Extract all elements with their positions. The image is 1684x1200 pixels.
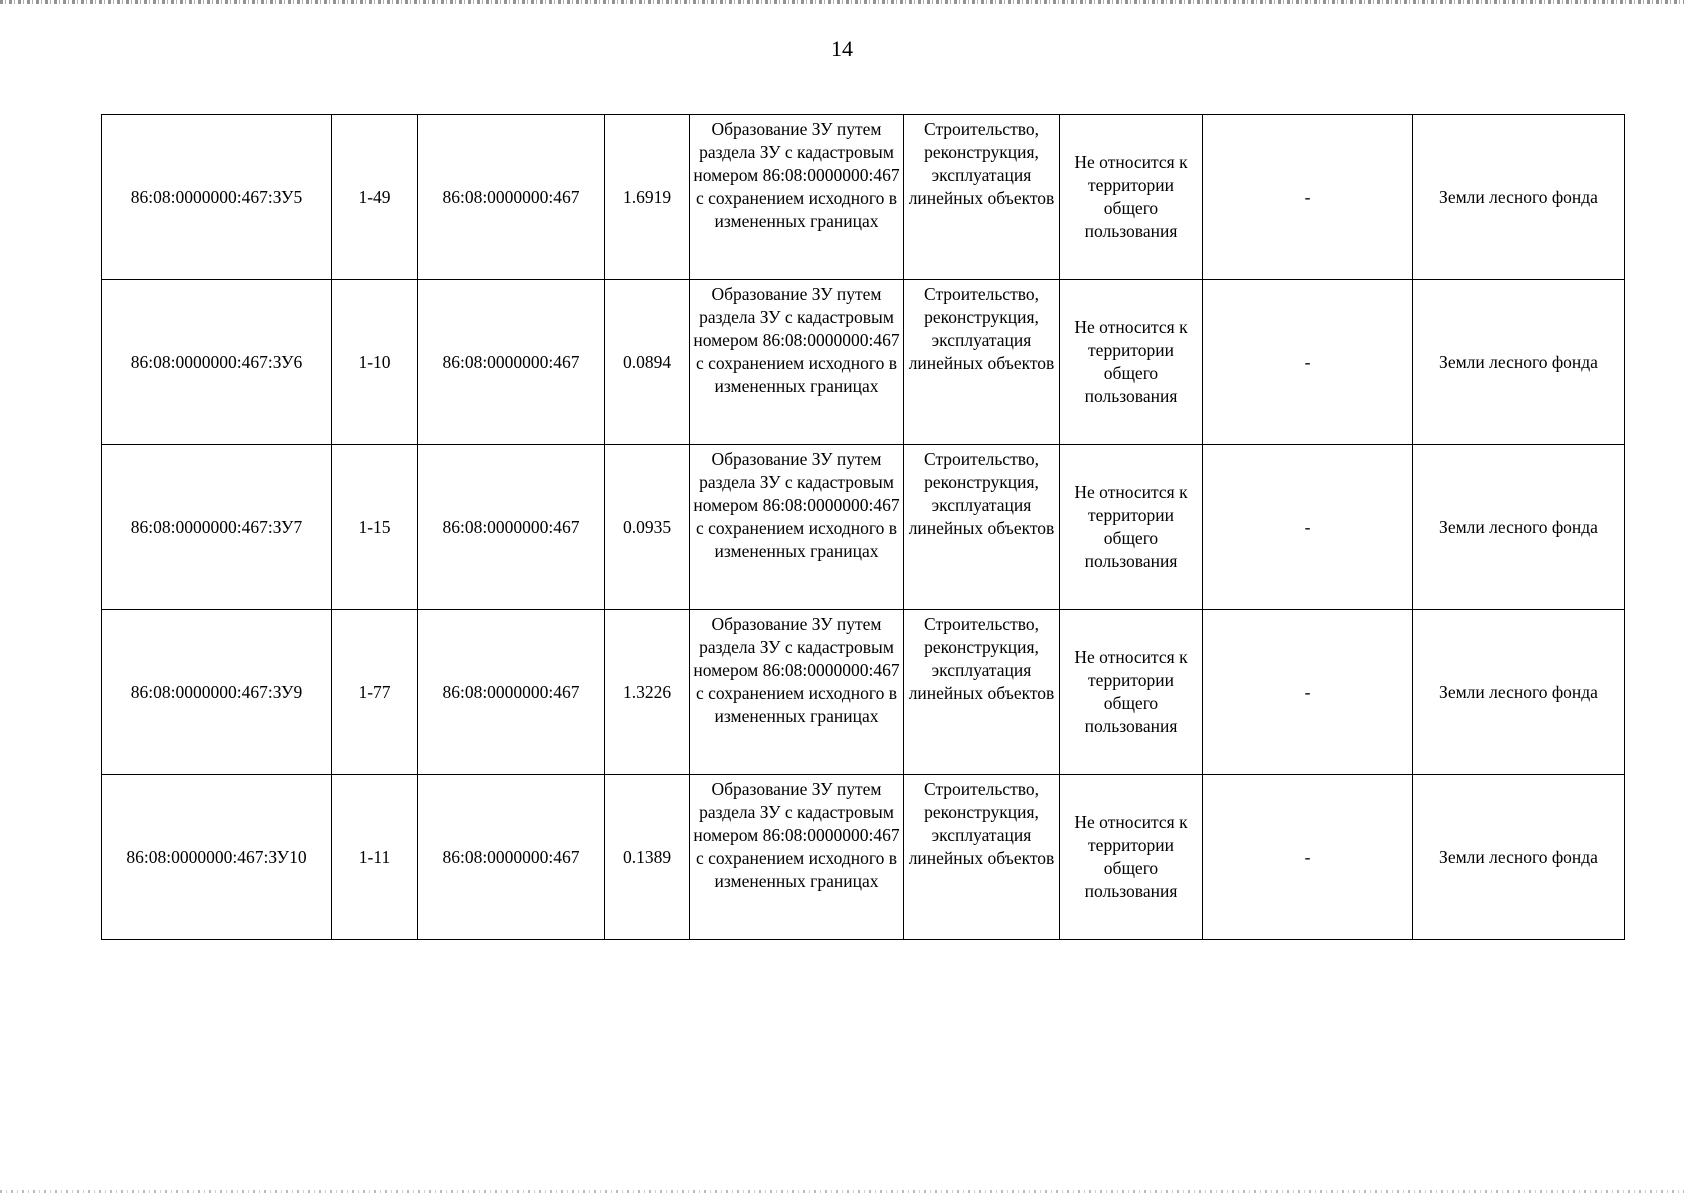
land-category-cell: Земли лесного фонда — [1413, 445, 1625, 610]
formation-method-cell: Образование ЗУ путем раздела ЗУ с кадастровым номером 86:08:0000000:467 с сохранением исходного в измененных границах — [690, 610, 904, 775]
plot-designation-cell: 86:08:0000000:467:ЗУ5 — [102, 115, 332, 280]
access-cell: - — [1203, 115, 1413, 280]
source-number-cell: 86:08:0000000:467 — [418, 115, 605, 280]
formation-method-cell: Образование ЗУ путем раздела ЗУ с кадастровым номером 86:08:0000000:467 с сохранением исходного в измененных границах — [690, 445, 904, 610]
contour-cell: 1-10 — [332, 280, 418, 445]
access-cell: - — [1203, 775, 1413, 940]
scan-edge-top — [0, 0, 1684, 4]
contour-cell: 1-77 — [332, 610, 418, 775]
plot-designation-cell: 86:08:0000000:467:ЗУ7 — [102, 445, 332, 610]
permitted-use-cell: Строительство, реконструкция, эксплуатация линейных объектов — [904, 445, 1060, 610]
public-territory-cell: Не относится к территории общего пользования — [1060, 280, 1203, 445]
land-category-cell: Земли лесного фонда — [1413, 775, 1625, 940]
formation-method-cell: Образование ЗУ путем раздела ЗУ с кадастровым номером 86:08:0000000:467 с сохранением исходного в измененных границах — [690, 115, 904, 280]
table-row — [102, 115, 1625, 280]
source-number-cell: 86:08:0000000:467 — [418, 280, 605, 445]
area-cell: 0.0894 — [605, 280, 690, 445]
formation-method-cell: Образование ЗУ путем раздела ЗУ с кадастровым номером 86:08:0000000:467 с сохранением исходного в измененных границах — [690, 775, 904, 940]
public-territory-cell: Не относится к территории общего пользования — [1060, 445, 1203, 610]
area-cell: 0.0935 — [605, 445, 690, 610]
contour-cell: 1-11 — [332, 775, 418, 940]
public-territory-cell: Не относится к территории общего пользования — [1060, 115, 1203, 280]
land-category-cell: Земли лесного фонда — [1413, 280, 1625, 445]
permitted-use-cell: Строительство, реконструкция, эксплуатация линейных объектов — [904, 115, 1060, 280]
access-cell: - — [1203, 610, 1413, 775]
contour-cell: 1-15 — [332, 445, 418, 610]
public-territory-cell: Не относится к территории общего пользования — [1060, 610, 1203, 775]
permitted-use-cell: Строительство, реконструкция, эксплуатация линейных объектов — [904, 610, 1060, 775]
plot-designation-cell: 86:08:0000000:467:ЗУ10 — [102, 775, 332, 940]
table-row — [102, 610, 1625, 775]
public-territory-cell: Не относится к территории общего пользования — [1060, 775, 1203, 940]
scan-edge-bottom — [0, 1190, 1684, 1193]
permitted-use-cell: Строительство, реконструкция, эксплуатация линейных объектов — [904, 280, 1060, 445]
area-cell: 1.6919 — [605, 115, 690, 280]
source-number-cell: 86:08:0000000:467 — [418, 445, 605, 610]
access-cell: - — [1203, 280, 1413, 445]
table-row — [102, 445, 1625, 610]
permitted-use-cell: Строительство, реконструкция, эксплуатация линейных объектов — [904, 775, 1060, 940]
source-number-cell: 86:08:0000000:467 — [418, 610, 605, 775]
land-category-cell: Земли лесного фонда — [1413, 115, 1625, 280]
plot-designation-cell: 86:08:0000000:467:ЗУ9 — [102, 610, 332, 775]
page-number: 14 — [831, 36, 853, 61]
area-cell: 1.3226 — [605, 610, 690, 775]
land-category-cell: Земли лесного фонда — [1413, 610, 1625, 775]
table-row — [102, 775, 1625, 940]
access-cell: - — [1203, 445, 1413, 610]
source-number-cell: 86:08:0000000:467 — [418, 775, 605, 940]
area-cell: 0.1389 — [605, 775, 690, 940]
formation-method-cell: Образование ЗУ путем раздела ЗУ с кадастровым номером 86:08:0000000:467 с сохранением исходного в измененных границах — [690, 280, 904, 445]
plot-designation-cell: 86:08:0000000:467:ЗУ6 — [102, 280, 332, 445]
table-row — [102, 280, 1625, 445]
contour-cell: 1-49 — [332, 115, 418, 280]
land-plots-table — [101, 114, 1625, 940]
